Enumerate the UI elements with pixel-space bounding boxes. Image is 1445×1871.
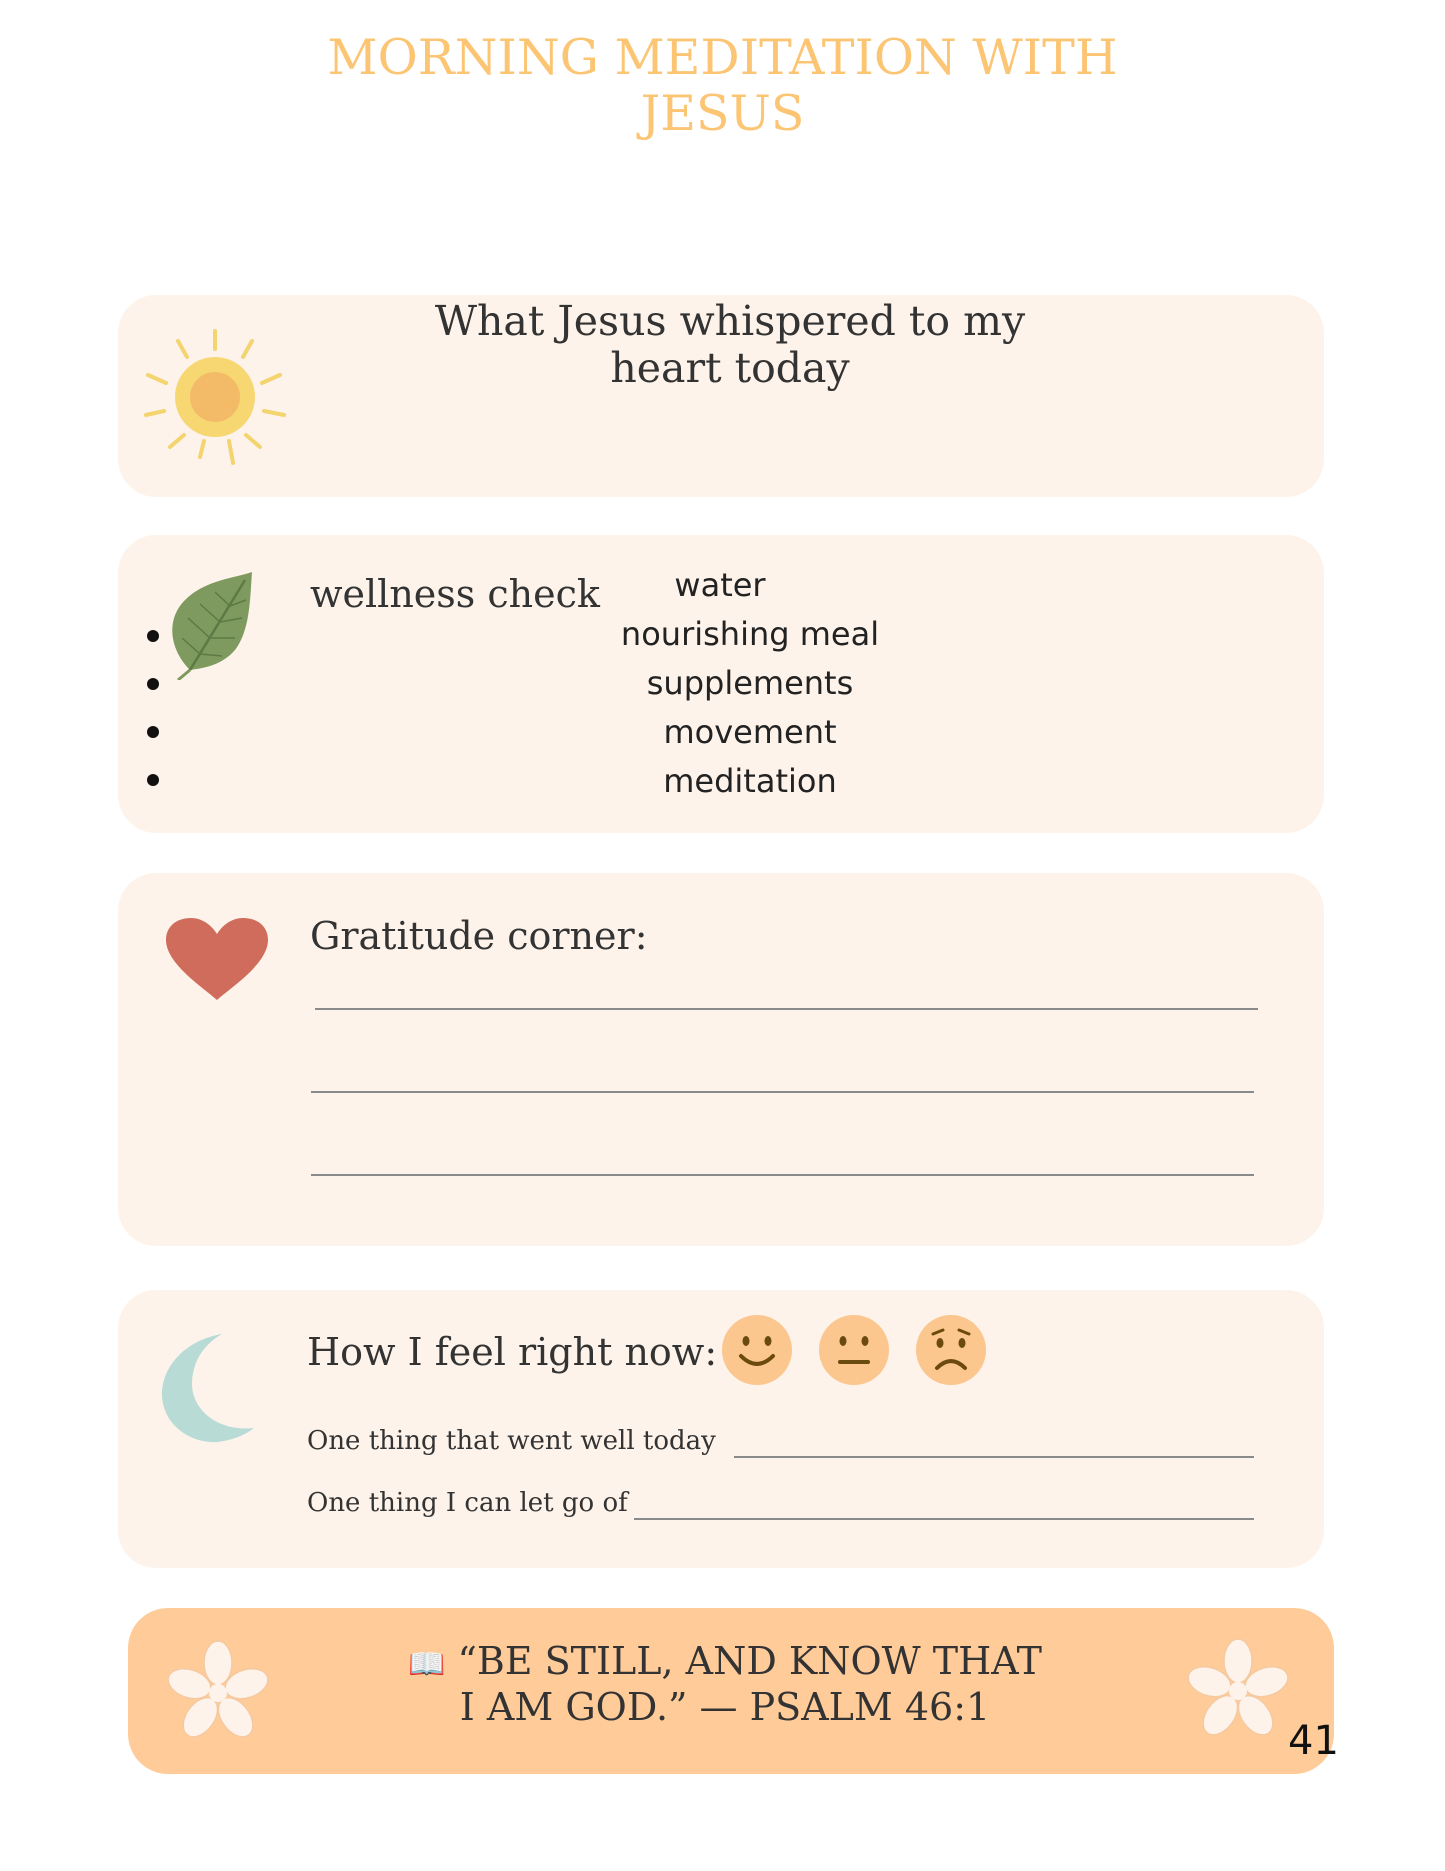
verse-line-1: 📖 “BE STILL, AND KNOW THAT xyxy=(408,1639,1042,1683)
leaf-icon xyxy=(160,570,260,680)
prompt-went-well: One thing that went well today xyxy=(307,1426,716,1456)
feel-label: How I feel right now: xyxy=(307,1330,718,1374)
wellness-item-meal: nourishing meal xyxy=(620,615,880,653)
wellness-item-meditation: meditation xyxy=(663,762,837,800)
verse-line-2: I AM GOD.” — PSALM 46:1 xyxy=(459,1685,991,1729)
flower-icon-left xyxy=(158,1638,278,1748)
let-go-answer-line[interactable] xyxy=(634,1518,1254,1520)
wellness-item-movement: movement xyxy=(663,713,837,751)
wellness-item-water: water xyxy=(674,566,766,604)
gratitude-line-1[interactable] xyxy=(315,1008,1258,1010)
verse-text xyxy=(330,1640,1120,1728)
prompt-let-go: One thing I can let go of xyxy=(307,1488,628,1518)
wellness-bullet-4 xyxy=(147,774,159,786)
gratitude-line-3[interactable] xyxy=(311,1174,1254,1176)
page-number: 41 xyxy=(1288,1718,1339,1764)
wellness-bullet-2 xyxy=(147,678,159,690)
page-title xyxy=(0,30,1445,142)
gratitude-label: Gratitude corner: xyxy=(310,914,648,958)
open-book-icon: 📖 xyxy=(408,1647,446,1682)
heart-icon xyxy=(164,916,270,1002)
whisper-title xyxy=(330,298,1130,392)
wellness-item-supplements: supplements xyxy=(646,664,854,702)
went-well-answer-line[interactable] xyxy=(734,1456,1254,1458)
happy-face-icon[interactable] xyxy=(721,1314,793,1386)
wellness-bullet-3 xyxy=(147,726,159,738)
moon-icon xyxy=(160,1332,260,1444)
wellness-label: wellness check xyxy=(310,572,600,616)
neutral-face-icon[interactable] xyxy=(818,1314,890,1386)
wellness-bullet-1 xyxy=(147,630,159,642)
sad-face-icon[interactable] xyxy=(915,1314,987,1386)
gratitude-line-2[interactable] xyxy=(311,1091,1254,1093)
gratitude-card xyxy=(118,873,1324,1246)
whisper-title-line-2: heart today xyxy=(610,344,850,392)
sun-icon xyxy=(140,325,290,470)
flower-icon-right xyxy=(1178,1636,1298,1746)
page-title-line-2: JESUS xyxy=(640,85,805,142)
whisper-title-line-1: What Jesus whispered to my xyxy=(434,297,1026,345)
page-title-line-1: MORNING MEDITATION WITH xyxy=(327,29,1118,86)
